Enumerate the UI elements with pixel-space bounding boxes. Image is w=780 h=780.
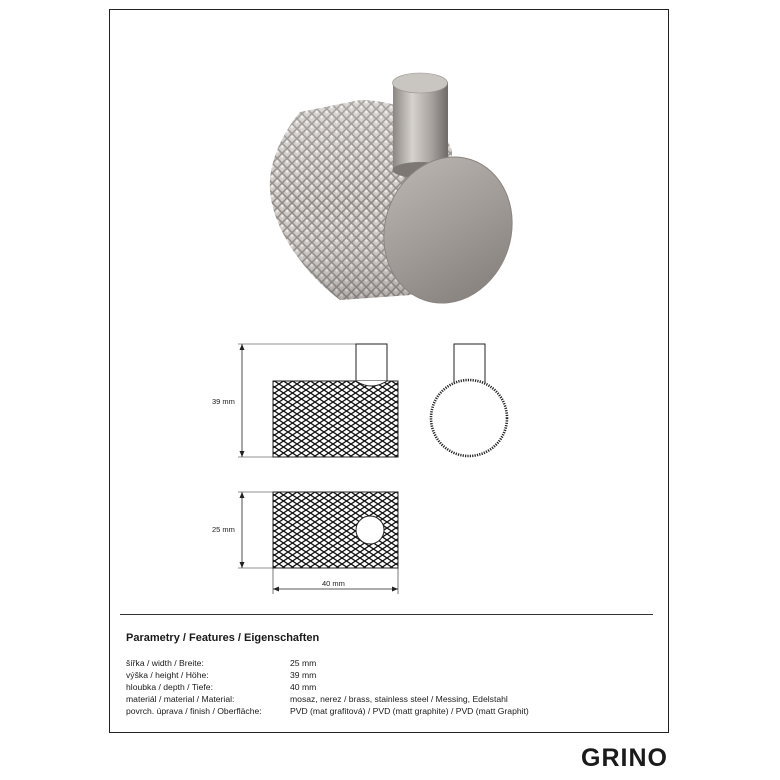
section-divider — [120, 614, 653, 615]
spec-value: mosaz, nerez / brass, stainless steel / Messing, Edelstahl — [290, 694, 508, 704]
spec-label: materiál / material / Material: — [126, 694, 235, 704]
features-title: Parametry / Features / Eigenschaften — [126, 632, 320, 644]
spec-value: 39 mm — [290, 670, 317, 680]
spec-value: PVD (mat grafitová) / PVD (matt graphite) / PVD (matt Graphit) — [290, 706, 529, 716]
spec-row-width — [126, 658, 646, 669]
spec-value: 25 mm — [290, 658, 317, 668]
side-view-drawing — [238, 344, 398, 457]
height-dimension-label: 39 mm — [212, 397, 235, 406]
spec-row-depth — [126, 682, 646, 693]
brand-name: GRINO — [581, 744, 668, 772]
depth-dimension-label: 40 mm — [322, 579, 345, 588]
width-dimension-label: 25 mm — [212, 525, 235, 534]
spec-row-height — [126, 670, 646, 681]
spec-label: povrch. úprava / finish / Oberfläche: — [126, 706, 262, 716]
spec-label: hloubka / depth / Tiefe: — [126, 682, 213, 692]
spec-row-material — [126, 694, 646, 705]
end-view-drawing — [431, 344, 507, 456]
spec-label: šířka / width / Breite: — [126, 658, 204, 668]
spec-label: výška / height / Höhe: — [126, 670, 209, 680]
spec-value: 40 mm — [290, 682, 317, 692]
top-view-drawing — [238, 492, 398, 594]
spec-row-finish — [126, 706, 646, 717]
